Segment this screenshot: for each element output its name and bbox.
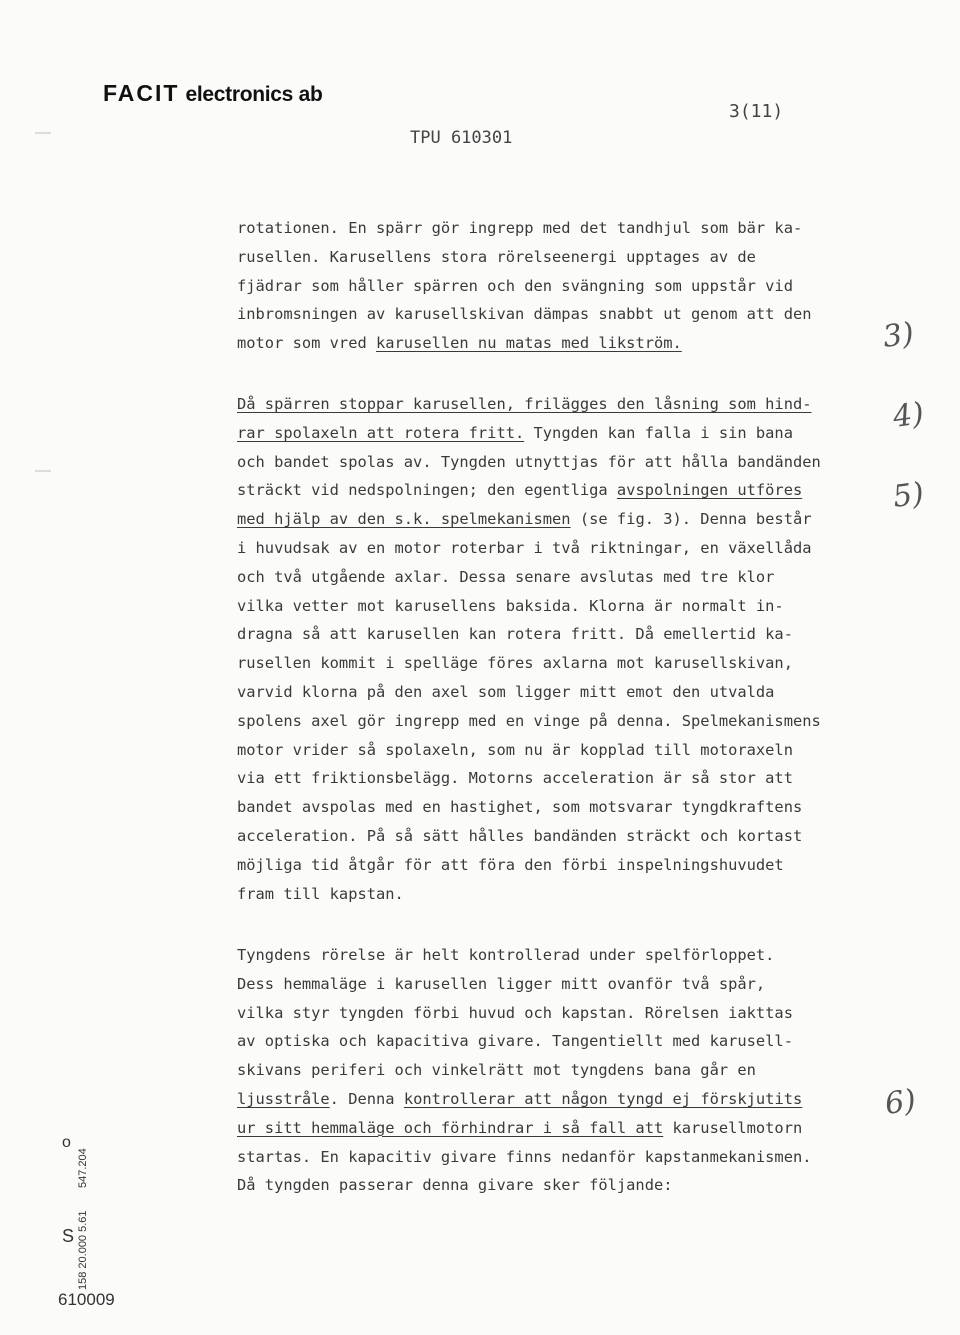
text-segment: och två utgående axlar. Dessa senare avslutas med tre klor	[237, 567, 775, 586]
text-line	[237, 1056, 812, 1085]
text-segment: startas. En kapacitiv givare finns nedanför kapstanmekanismen.	[237, 1147, 812, 1166]
text-segment: Dess hemmaläge i karusellen ligger mitt ovanför två spår,	[237, 974, 766, 993]
text-segment: inbromsningen av karusellskivan dämpas snabbt ut genom att den	[237, 305, 812, 324]
company-logo	[103, 80, 322, 107]
text-segment: rusellen kommit i spelläge föres axlarna mot karusellskivan,	[237, 654, 793, 673]
text-segment: och bandet spolas av. Tyngden utnyttjas för att hålla bandänden	[237, 452, 821, 471]
margin-note-5: 5)	[890, 476, 927, 515]
text-segment: sträckt vid nedspolningen; den egentliga	[237, 481, 617, 500]
margin-mark	[35, 470, 51, 472]
text-line	[237, 419, 821, 448]
text-line	[237, 970, 812, 999]
logo-subtitle: electronics ab	[185, 83, 323, 106]
text-line	[237, 1027, 812, 1056]
text-line	[237, 534, 821, 563]
text-line	[237, 736, 821, 765]
underlined-text: kontrollerar att någon tyngd ej förskjutits	[403, 1089, 803, 1108]
margin-note-6: 6)	[882, 1083, 919, 1122]
text-segment: bandet avspolas med en hastighet, som motsvarar tyngdkraftens	[237, 798, 803, 817]
doc-id: 610009	[58, 1290, 115, 1309]
underlined-text: ur sitt hemmaläge och förhindrar i så fall att	[237, 1118, 664, 1137]
page-number: 3(11)	[729, 101, 784, 122]
text-line	[237, 649, 821, 678]
text-line	[237, 764, 821, 793]
text-line	[237, 999, 812, 1028]
text-line	[237, 300, 812, 329]
text-segment: via ett friktionsbelägg. Motorns acceleration är så stor att	[237, 769, 793, 788]
underlined-text: ljusstråle	[237, 1089, 330, 1108]
text-line	[237, 476, 821, 505]
text-segment: fram till kapstan.	[237, 884, 404, 903]
text-segment: acceleration. På så sätt hålles bandänden sträckt och kortast	[237, 826, 803, 845]
margin-mark	[35, 132, 51, 134]
underlined-text: karusellen nu matas med likström.	[376, 334, 682, 353]
form-code-2: 158 20.000 5.61	[77, 1210, 89, 1290]
text-line	[237, 793, 821, 822]
text-line	[237, 941, 812, 970]
text-line	[237, 1114, 812, 1143]
text-line	[237, 390, 821, 419]
text-line	[237, 1085, 812, 1114]
text-segment: karusellmotorn	[663, 1118, 803, 1137]
text-line	[237, 243, 812, 272]
text-line	[237, 707, 821, 736]
text-segment: möjliga tid åtgår för att föra den förbi inspelningshuvudet	[237, 855, 784, 874]
text-segment: av optiska och kapacitiva givare. Tangentiellt med karusell-	[237, 1032, 793, 1051]
text-line	[237, 620, 821, 649]
text-segment: motor som vred	[237, 334, 376, 353]
text-line	[237, 448, 821, 477]
text-segment: dragna så att karusellen kan rotera fritt. Då emellertid ka-	[237, 625, 793, 644]
text-segment: vilka vetter mot karusellens baksida. Klorna är normalt in-	[237, 596, 784, 615]
text-line	[237, 851, 821, 880]
text-segment: i huvudsak av en motor roterbar i två riktningar, en växellåda	[237, 538, 812, 557]
text-segment: Då tyngden passerar denna givare sker följande:	[237, 1176, 673, 1195]
underlined-text: rar spolaxeln att rotera fritt.	[237, 423, 525, 442]
text-line	[237, 880, 821, 909]
document-number: TPU 610301	[410, 128, 513, 148]
text-segment: Tyngdens rörelse är helt kontrollerad under spelförloppet.	[237, 946, 775, 964]
text-segment: rusellen. Karusellens stora rörelseenergi upptages av de	[237, 247, 756, 266]
text-line	[237, 563, 821, 592]
text-line	[237, 822, 821, 851]
text-line	[237, 678, 821, 707]
text-line	[237, 505, 821, 534]
text-line	[237, 1143, 812, 1172]
paragraph-2	[237, 390, 821, 908]
text-segment: (se fig. 3). Denna består	[570, 510, 812, 529]
text-segment: skivans periferi och vinkelrätt mot tyngdens bana går en	[237, 1061, 756, 1080]
text-line	[237, 272, 812, 301]
text-line	[237, 329, 812, 358]
text-line	[237, 214, 812, 243]
text-segment: rotationen. En spärr gör ingrepp med det tandhjul som bär ka-	[237, 219, 803, 237]
paragraph-1	[237, 214, 812, 358]
margin-circle: o	[62, 1134, 71, 1151]
text-segment: spolens axel gör ingrepp med en vinge på denna. Spelmekanismens	[237, 711, 821, 730]
text-segment: varvid klorna på den axel som ligger mitt emot den utvalda	[237, 682, 775, 701]
text-segment: . Denna	[329, 1089, 404, 1108]
text-segment: Tyngden kan falla i sin bana	[524, 423, 793, 442]
text-segment: motor vrider så spolaxeln, som nu är kopplad till motoraxeln	[237, 740, 793, 759]
underlined-text: med hjälp av den s.k. spelmekanismen	[237, 510, 571, 529]
text-segment: fjädrar som håller spärren och den svängning som uppstår vid	[237, 276, 793, 295]
text-line	[237, 1171, 812, 1200]
text-segment: vilka styr tyngden förbi huvud och kapstan. Rörelsen iakttas	[237, 1003, 793, 1022]
logo-brand: FACIT	[103, 80, 180, 106]
underlined-text: Då spärren stoppar karusellen, frilägges den låsning som hind-	[237, 395, 812, 413]
form-code: 547.204	[77, 1148, 89, 1188]
margin-letter: S	[62, 1226, 75, 1246]
underlined-text: avspolningen utföres	[616, 481, 803, 500]
text-line	[237, 592, 821, 621]
margin-note-3: 3)	[880, 316, 917, 355]
margin-note-4: 4)	[890, 396, 927, 435]
paragraph-3	[237, 941, 812, 1200]
